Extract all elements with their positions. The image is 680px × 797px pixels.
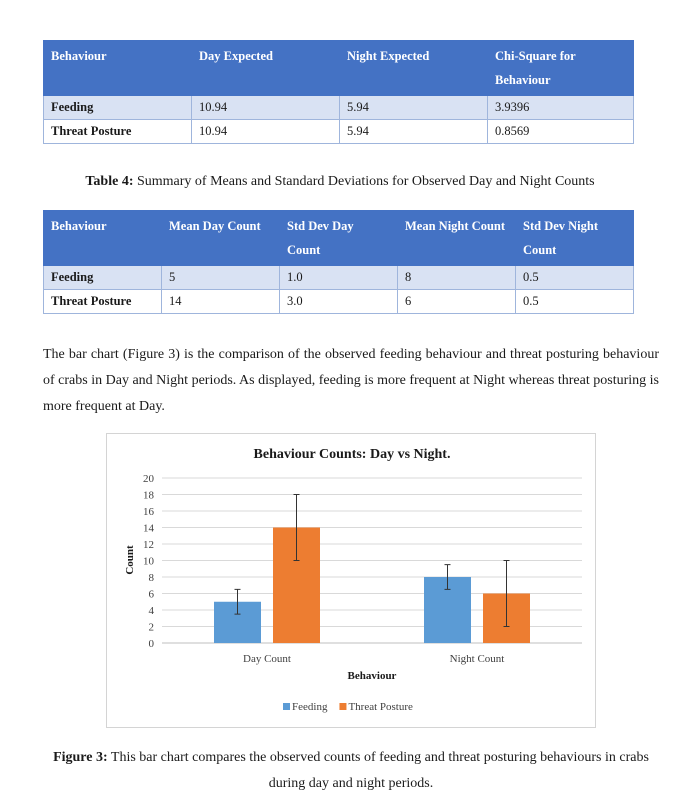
y-axis-label: Count (124, 545, 136, 575)
legend-swatch (283, 703, 290, 710)
column-header: Chi-Square for Behaviour (488, 41, 634, 96)
column-header: Night Expected (340, 41, 488, 96)
y-tick-label: 6 (148, 588, 154, 601)
figure-caption-label: Figure 3: (53, 750, 108, 765)
table-cell: 3.9396 (488, 96, 634, 120)
bar-chart (106, 433, 596, 728)
table-cell: 3.0 (280, 290, 398, 314)
y-tick-label: 20 (143, 473, 154, 485)
table-cell: 0.5 (516, 266, 634, 290)
table-cell: 6 (398, 290, 516, 314)
figure-caption-text: This bar chart compares the observed counts of feeding and threat posturing behaviours in crabs during day and night periods. (107, 750, 649, 791)
legend-label: Feeding (292, 701, 328, 713)
body-paragraph: The bar chart (Figure 3) is the comparison of the observed feeding behaviour and threat posturing behaviour of crabs in Day and Night periods. As displayed, feeding is more frequent at Night whereas threat posturing is more frequent at Day. (43, 347, 659, 414)
table-cell: 5.94 (340, 120, 488, 144)
summary-statistics-table (43, 210, 634, 314)
chart-canvas (107, 434, 597, 729)
x-tick-label: Night Count (449, 653, 505, 665)
table-cell: 5.94 (340, 96, 488, 120)
column-header: Mean Day Count (162, 211, 280, 266)
expected-values-table (43, 40, 634, 144)
y-tick-label: 12 (143, 539, 154, 551)
row-header: Feeding (44, 266, 162, 290)
y-tick-label: 18 (143, 489, 154, 502)
table-cell: 1.0 (280, 266, 398, 290)
table-row (44, 266, 634, 290)
column-header: Behaviour (44, 41, 192, 96)
table-cell: 14 (162, 290, 280, 314)
column-header: Std Dev Night Count (516, 211, 634, 266)
y-tick-label: 0 (148, 638, 154, 650)
table-cell: 0.5 (516, 290, 634, 314)
column-header: Day Expected (192, 41, 340, 96)
y-tick-label: 8 (148, 572, 154, 584)
table-caption-text: Summary of Means and Standard Deviations for Observed Day and Night Counts (133, 174, 595, 189)
y-tick-label: 10 (143, 555, 154, 568)
y-tick-label: 16 (143, 506, 154, 518)
table-cell: 8 (398, 266, 516, 290)
table-cell: 10.94 (192, 96, 340, 120)
y-tick-label: 4 (148, 605, 154, 617)
column-header: Std Dev Day Count (280, 211, 398, 266)
chart-title: Behaviour Counts: Day vs Night. (253, 447, 451, 462)
table-header-row (44, 211, 634, 266)
row-header: Feeding (44, 96, 192, 120)
table-cell: 0.8569 (488, 120, 634, 144)
table-row (44, 96, 634, 120)
y-tick-label: 2 (148, 621, 154, 634)
x-axis-label: Behaviour (347, 670, 397, 682)
row-header: Threat Posture (44, 120, 192, 144)
table-header-row (44, 41, 634, 96)
row-header: Threat Posture (44, 290, 162, 314)
legend-swatch (339, 703, 346, 710)
table-cell: 5 (162, 266, 280, 290)
table-row (44, 290, 634, 314)
table-row (44, 120, 634, 144)
column-header: Behaviour (44, 211, 162, 266)
table-cell: 10.94 (192, 120, 340, 144)
legend-label: Threat Posture (348, 701, 413, 713)
table-caption (0, 174, 680, 190)
figure-caption (43, 745, 659, 797)
column-header: Mean Night Count (398, 211, 516, 266)
y-tick-label: 14 (143, 522, 154, 535)
table-caption-label: Table 4: (85, 174, 134, 189)
x-tick-label: Day Count (243, 653, 291, 665)
